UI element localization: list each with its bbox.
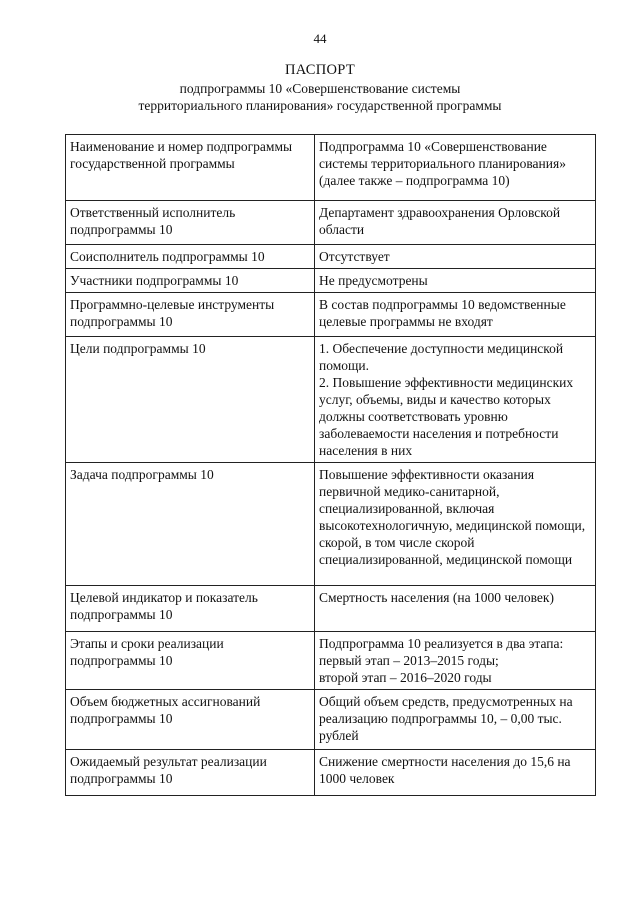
row-label: Ожидаемый результат реализации подпрограммы 10 (66, 750, 315, 796)
row-value: Не предусмотрены (315, 269, 596, 293)
table-row (66, 293, 596, 337)
row-label: Этапы и сроки реализации подпрограммы 10 (66, 632, 315, 690)
passport-table (65, 134, 596, 796)
row-value: Общий объем средств, предусмотренных на реализацию подпрограммы 10, – 0,00 тыс. рублей (315, 690, 596, 750)
row-label: Наименование и номер подпрограммы государственной программы (66, 135, 315, 201)
document-heading (0, 62, 640, 114)
table-row (66, 463, 596, 586)
row-value: Снижение смертности населения до 15,6 на 1000 человек (315, 750, 596, 796)
row-value: Подпрограмма 10 «Совершенствование системы территориального планирования» (далее также – подпрограмма 10) (315, 135, 596, 201)
row-label: Ответственный исполнитель подпрограммы 10 (66, 201, 315, 245)
table-row (66, 245, 596, 269)
row-label: Участники подпрограммы 10 (66, 269, 315, 293)
row-label: Целевой индикатор и показатель подпрограммы 10 (66, 586, 315, 632)
table-row (66, 135, 596, 201)
row-label: Объем бюджетных ассигнований подпрограммы 10 (66, 690, 315, 750)
row-label: Цели подпрограммы 10 (66, 337, 315, 463)
document-title: ПАСПОРТ (284, 62, 356, 78)
row-label: Программно-целевые инструменты подпрограммы 10 (66, 293, 315, 337)
row-value: Смертность населения (на 1000 человек) (315, 586, 596, 632)
table-row (66, 632, 596, 690)
table-row (66, 269, 596, 293)
table-row (66, 337, 596, 463)
row-label: Задача подпрограммы 10 (66, 463, 315, 586)
page-number: 44 (313, 31, 327, 46)
row-value: В состав подпрограммы 10 ведомственные целевые программы не входят (315, 293, 596, 337)
table-row (66, 690, 596, 750)
table-row (66, 201, 596, 245)
document-subtitle-line-1: подпрограммы 10 «Совершенствование системы (179, 81, 461, 96)
table-row (66, 750, 596, 796)
document-subtitle-line-2: территориального планирования» государственной программы (138, 98, 502, 113)
row-value: Повышение эффективности оказания первичной медико-санитарной, специализированной, включая высокотехнологичную, медицинской помощи, скорой, в том числе скорой специализированной, медицинской помощи (315, 463, 596, 586)
row-value: Подпрограмма 10 реализуется в два этапа: первый этап – 2013–2015 годы; второй этап – 2016–2020 годы (315, 632, 596, 690)
row-value: Департамент здравоохранения Орловской области (315, 201, 596, 245)
row-label: Соисполнитель подпрограммы 10 (66, 245, 315, 269)
table-row (66, 586, 596, 632)
row-value: 1. Обеспечение доступности медицинской помощи. 2. Повышение эффективности медицинских услуг, объемы, виды и качество которых должны соответствовать уровню заболеваемости населения и потребности населения в них (315, 337, 596, 463)
row-value: Отсутствует (315, 245, 596, 269)
